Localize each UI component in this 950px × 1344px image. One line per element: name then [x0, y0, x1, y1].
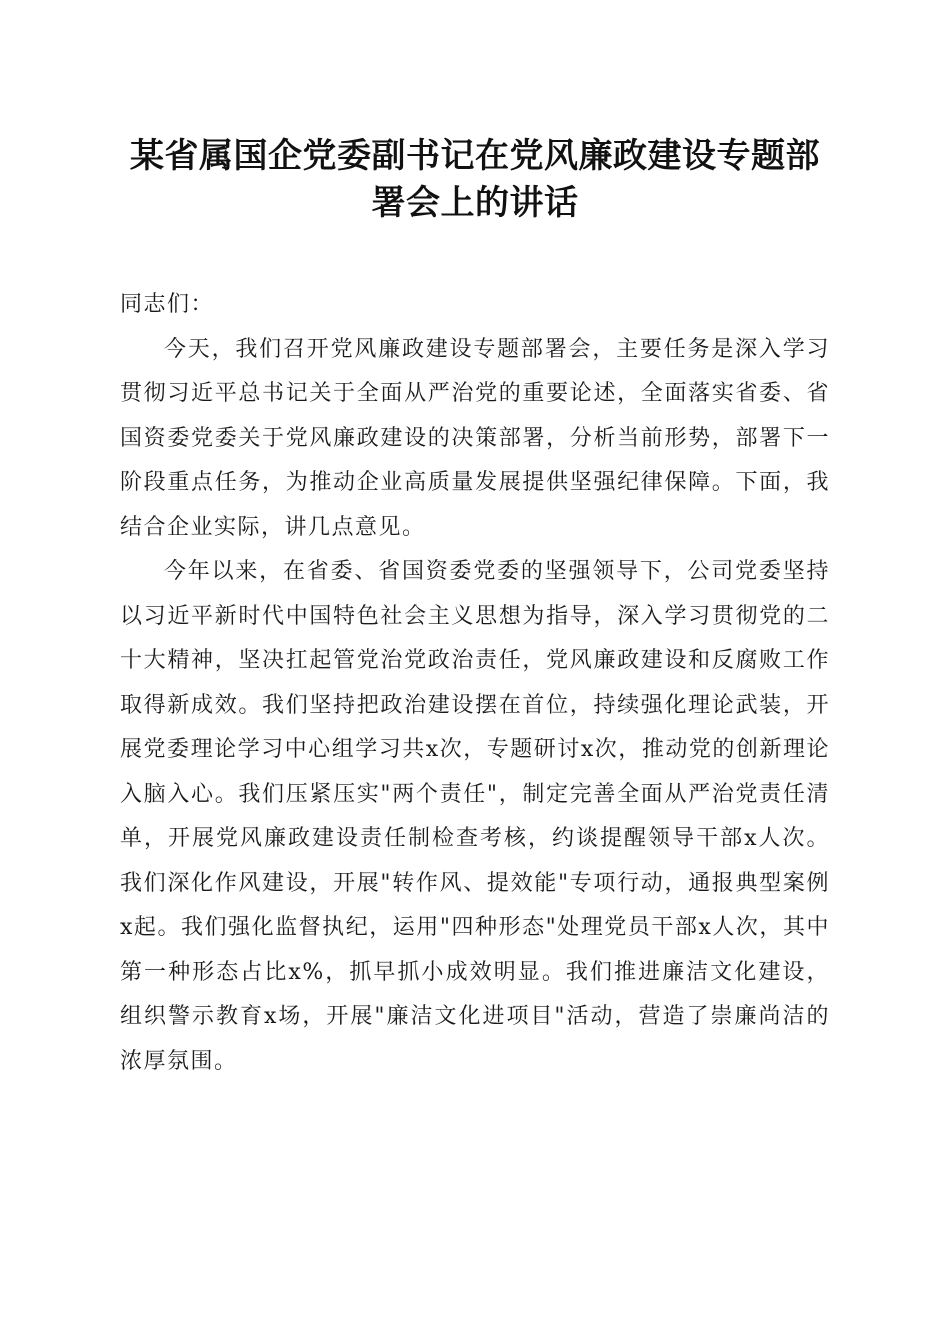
paragraph-1: 今天，我们召开党风廉政建设专题部署会，主要任务是深入学习贯彻习近平总书记关于全面从严治党的重要论述，全面落实省委、省国资委党委关于党风廉政建设的决策部署，分析当前形势，部署下一阶段重点任务，为推动企业高质量发展提供坚强纪律保障。下面，我结合企业实际，讲几点意见。: [120, 336, 830, 540]
document-title: 某省属国企党委副书记在党风廉政建设专题部署会上的讲话: [130, 136, 820, 223]
document-body: [120, 283, 830, 1084]
paragraph-2: 今年以来，在省委、省国资委党委的坚强领导下，公司党委坚持以习近平新时代中国特色社会主义思想为指导，深入学习贯彻党的二十大精神，坚决扛起管党治党政治责任，党风廉政建设和反腐败工作取得新成效。我们坚持把政治建设摆在首位，持续强化理论武装，开展党委理论学习中心组学习共x次，专题研讨x次，推动党的创新理论入脑入心。我们压紧压实"两个责任"，制定完善全面从严治党责任清单，开展党风廉政建设责任制检查考核，约谈提醒领导干部x人次。我们深化作风建设，开展"转作风、提效能"专项行动，通报典型案例x起。我们强化监督执纪，运用"四种形态"处理党员干部x人次，其中第一种形态占比x%，抓早抓小成效明显。我们推进廉洁文化建设，组织警示教育x场，开展"廉洁文化进项目"活动，营造了崇廉尚洁的浓厚氛围。: [120, 559, 830, 1074]
salutation: 同志们：: [120, 292, 215, 317]
